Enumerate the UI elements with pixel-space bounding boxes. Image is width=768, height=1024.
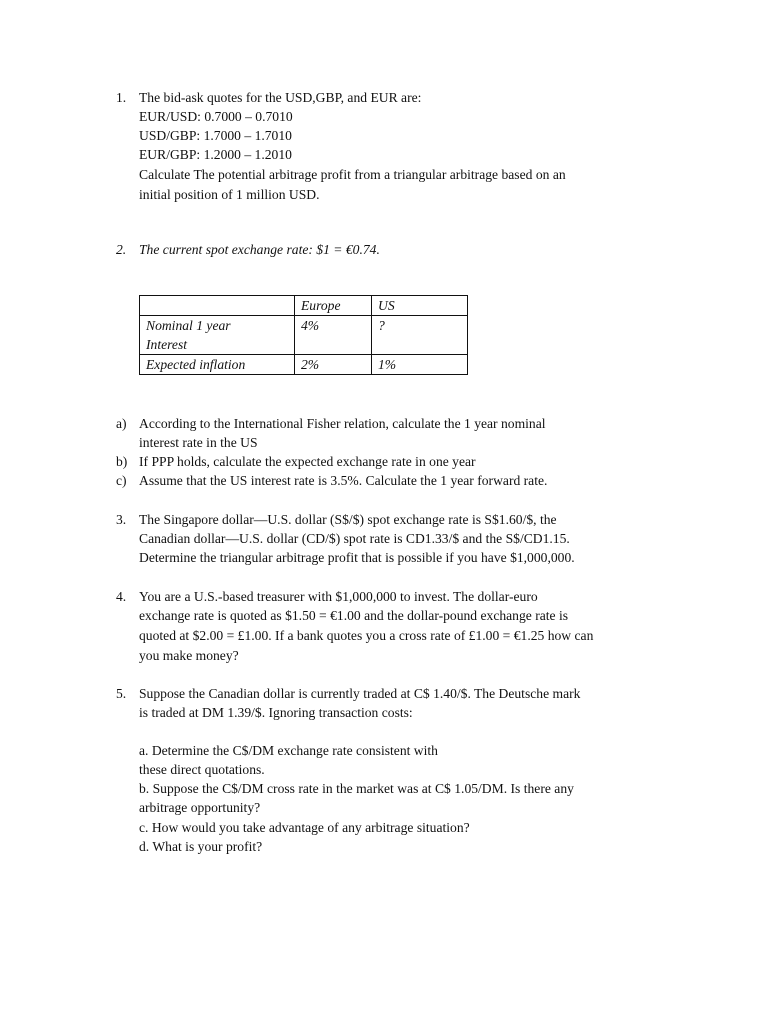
table-row-label-line: Nominal 1 year <box>146 318 231 333</box>
q5-part: a. Determine the C$/DM exchange rate consistent with <box>139 743 438 758</box>
q4-number: 4. <box>116 589 127 604</box>
q4-line: you make money? <box>139 648 239 663</box>
q5-part: these direct quotations. <box>139 762 265 777</box>
table-row-label-line: Interest <box>146 337 188 352</box>
q1-line: EUR/USD: 0.7000 – 0.7010 <box>139 109 293 124</box>
table-header-row <box>140 296 468 316</box>
table-cell: 2% <box>295 355 372 375</box>
q3-number: 3. <box>116 512 127 527</box>
table-cell: 1% <box>372 355 468 375</box>
q3-line: Canadian dollar—U.S. dollar (CD/$) spot rate is CD1.33/$ and the S$/CD1.15. <box>139 531 570 546</box>
q5-part: b. Suppose the C$/DM cross rate in the market was at C$ 1.05/DM. Is there any <box>139 781 574 796</box>
table-cell: ? <box>372 316 468 355</box>
rates-table <box>139 295 468 375</box>
q5-line: is traded at DM 1.39/$. Ignoring transaction costs: <box>139 705 413 720</box>
q2-number: 2. <box>116 242 127 257</box>
sub-label: b) <box>116 454 128 469</box>
q3-line: The Singapore dollar—U.S. dollar (S$/$) spot exchange rate is S$1.60/$, the <box>139 512 557 527</box>
q1-line: initial position of 1 million USD. <box>139 187 320 202</box>
q5-part: c. How would you take advantage of any arbitrage situation? <box>139 820 470 835</box>
q3-line: Determine the triangular arbitrage profit that is possible if you have $1,000,000. <box>139 550 575 565</box>
q1-line: EUR/GBP: 1.2000 – 1.2010 <box>139 147 292 162</box>
table-header-cell: US <box>372 296 468 316</box>
table-row-label <box>140 316 295 355</box>
q5-line: Suppose the Canadian dollar is currently traded at C$ 1.40/$. The Deutsche mark <box>139 686 581 701</box>
sub-line: According to the International Fisher relation, calculate the 1 year nominal <box>139 416 546 431</box>
sub-label: a) <box>116 416 127 431</box>
table-header-cell: Europe <box>295 296 372 316</box>
table-row-label: Expected inflation <box>140 355 295 375</box>
q1-line: The bid-ask quotes for the USD,GBP, and EUR are: <box>139 90 422 105</box>
table-header-cell <box>140 296 295 316</box>
sub-label: c) <box>116 473 127 488</box>
table-row <box>140 316 468 355</box>
sub-line: interest rate in the US <box>139 435 258 450</box>
sub-line: Assume that the US interest rate is 3.5%. Calculate the 1 year forward rate. <box>139 473 548 488</box>
q5-number: 5. <box>116 686 127 701</box>
q1-line: USD/GBP: 1.7000 – 1.7010 <box>139 128 292 143</box>
q4-line: quoted at $2.00 = £1.00. If a bank quotes you a cross rate of £1.00 = €1.25 how can <box>139 628 594 643</box>
q5-part: arbitrage opportunity? <box>139 800 261 815</box>
q4-line: You are a U.S.-based treasurer with $1,000,000 to invest. The dollar-euro <box>139 589 538 604</box>
q5-part: d. What is your profit? <box>139 839 263 854</box>
table-cell: 4% <box>295 316 372 355</box>
q4-line: exchange rate is quoted as $1.50 = €1.00 and the dollar-pound exchange rate is <box>139 608 569 623</box>
q1-line: Calculate The potential arbitrage profit from a triangular arbitrage based on an <box>139 167 566 182</box>
q1-number: 1. <box>116 90 127 105</box>
table-row <box>140 355 468 375</box>
sub-line: If PPP holds, calculate the expected exchange rate in one year <box>139 454 476 469</box>
q2-text: The current spot exchange rate: $1 = €0.74. <box>139 242 380 257</box>
